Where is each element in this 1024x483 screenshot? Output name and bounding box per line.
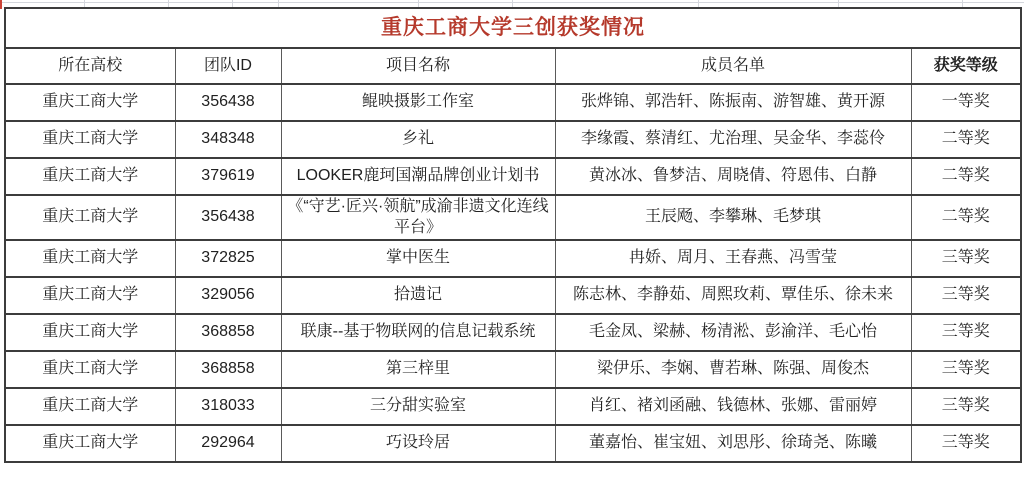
header-award: 获奖等级 [911, 48, 1021, 84]
team-id-cell: 292964 [175, 425, 281, 462]
project-cell: 拾遗记 [281, 277, 555, 314]
project-cell: LOOKER鹿珂国潮品牌创业计划书 [281, 158, 555, 195]
red-border-artifact [0, 0, 2, 9]
header-project: 项目名称 [281, 48, 555, 84]
members-cell: 梁伊乐、李娴、曹若琳、陈强、周俊杰 [555, 351, 911, 388]
project-cell: 第三梓里 [281, 351, 555, 388]
team-id-cell: 368858 [175, 351, 281, 388]
members-cell: 冉娇、周月、王春燕、冯雪莹 [555, 240, 911, 277]
gridline-tick [418, 0, 419, 7]
members-cell: 王辰飏、李攀琳、毛梦琪 [555, 195, 911, 240]
gridline-tick [232, 0, 233, 7]
table-row [5, 425, 1021, 462]
table-row [5, 84, 1021, 121]
team-id-cell: 318033 [175, 388, 281, 425]
gridline-tick [84, 0, 85, 7]
table-row [5, 240, 1021, 277]
members-cell: 肖红、褚刘函融、钱德林、张娜、雷丽婷 [555, 388, 911, 425]
gridline-tick [168, 0, 169, 7]
page-title: 重庆工商大学三创获奖情况 [381, 16, 645, 40]
gridline-tick [698, 0, 699, 7]
team-id-cell: 368858 [175, 314, 281, 351]
project-cell: 乡礼 [281, 121, 555, 158]
team-id-cell: 372825 [175, 240, 281, 277]
header-school: 所在高校 [5, 48, 175, 84]
school-cell: 重庆工商大学 [5, 314, 175, 351]
gridline-tick [962, 0, 963, 7]
award-cell: 三等奖 [911, 351, 1021, 388]
table-title-cell [5, 8, 1021, 48]
school-cell: 重庆工商大学 [5, 351, 175, 388]
members-cell: 张烨锦、郭浩轩、陈振南、游智雄、黄开源 [555, 84, 911, 121]
table-title-row [5, 8, 1021, 48]
award-cell: 二等奖 [911, 195, 1021, 240]
school-cell: 重庆工商大学 [5, 158, 175, 195]
school-cell: 重庆工商大学 [5, 84, 175, 121]
header-members: 成员名单 [555, 48, 911, 84]
members-cell: 董嘉怡、崔宝妞、刘思彤、徐琦尧、陈曦 [555, 425, 911, 462]
award-cell: 二等奖 [911, 158, 1021, 195]
team-id-cell: 356438 [175, 195, 281, 240]
table-row [5, 277, 1021, 314]
project-cell: 掌中医生 [281, 240, 555, 277]
project-cell: 《“守艺·匠兴·领航”成渝非遗文化连线平台》 [281, 195, 555, 240]
top-gridline-artifacts [0, 0, 1024, 7]
members-cell: 陈志林、李静茹、周熙玫莉、覃佳乐、徐未来 [555, 277, 911, 314]
team-id-cell: 379619 [175, 158, 281, 195]
award-cell: 二等奖 [911, 121, 1021, 158]
header-team-id: 团队ID [175, 48, 281, 84]
gridline-tick [278, 0, 279, 7]
team-id-cell: 329056 [175, 277, 281, 314]
award-cell: 三等奖 [911, 314, 1021, 351]
project-cell: 联康--基于物联网的信息记载系统 [281, 314, 555, 351]
project-cell: 鲲映摄影工作室 [281, 84, 555, 121]
team-id-cell: 356438 [175, 84, 281, 121]
team-id-cell: 348348 [175, 121, 281, 158]
gridline-tick [512, 0, 513, 7]
gridline-tick [838, 0, 839, 7]
table-row [5, 121, 1021, 158]
members-cell: 李缘霞、蔡清红、尤治理、吴金华、李蕊伶 [555, 121, 911, 158]
table-header-row [5, 48, 1021, 84]
award-cell: 一等奖 [911, 84, 1021, 121]
award-cell: 三等奖 [911, 425, 1021, 462]
project-cell: 三分甜实验室 [281, 388, 555, 425]
award-cell: 三等奖 [911, 277, 1021, 314]
table-row [5, 195, 1021, 240]
school-cell: 重庆工商大学 [5, 425, 175, 462]
school-cell: 重庆工商大学 [5, 388, 175, 425]
award-cell: 三等奖 [911, 388, 1021, 425]
table-row [5, 351, 1021, 388]
members-cell: 毛金凤、梁赫、杨清淞、彭渝洋、毛心怡 [555, 314, 911, 351]
awards-table [4, 7, 1022, 463]
school-cell: 重庆工商大学 [5, 240, 175, 277]
award-cell: 三等奖 [911, 240, 1021, 277]
school-cell: 重庆工商大学 [5, 277, 175, 314]
school-cell: 重庆工商大学 [5, 195, 175, 240]
members-cell: 黄冰冰、鲁梦洁、周晓倩、符恩伟、白静 [555, 158, 911, 195]
table-row [5, 314, 1021, 351]
table-row [5, 388, 1021, 425]
project-cell: 巧设玲居 [281, 425, 555, 462]
school-cell: 重庆工商大学 [5, 121, 175, 158]
table-row [5, 158, 1021, 195]
